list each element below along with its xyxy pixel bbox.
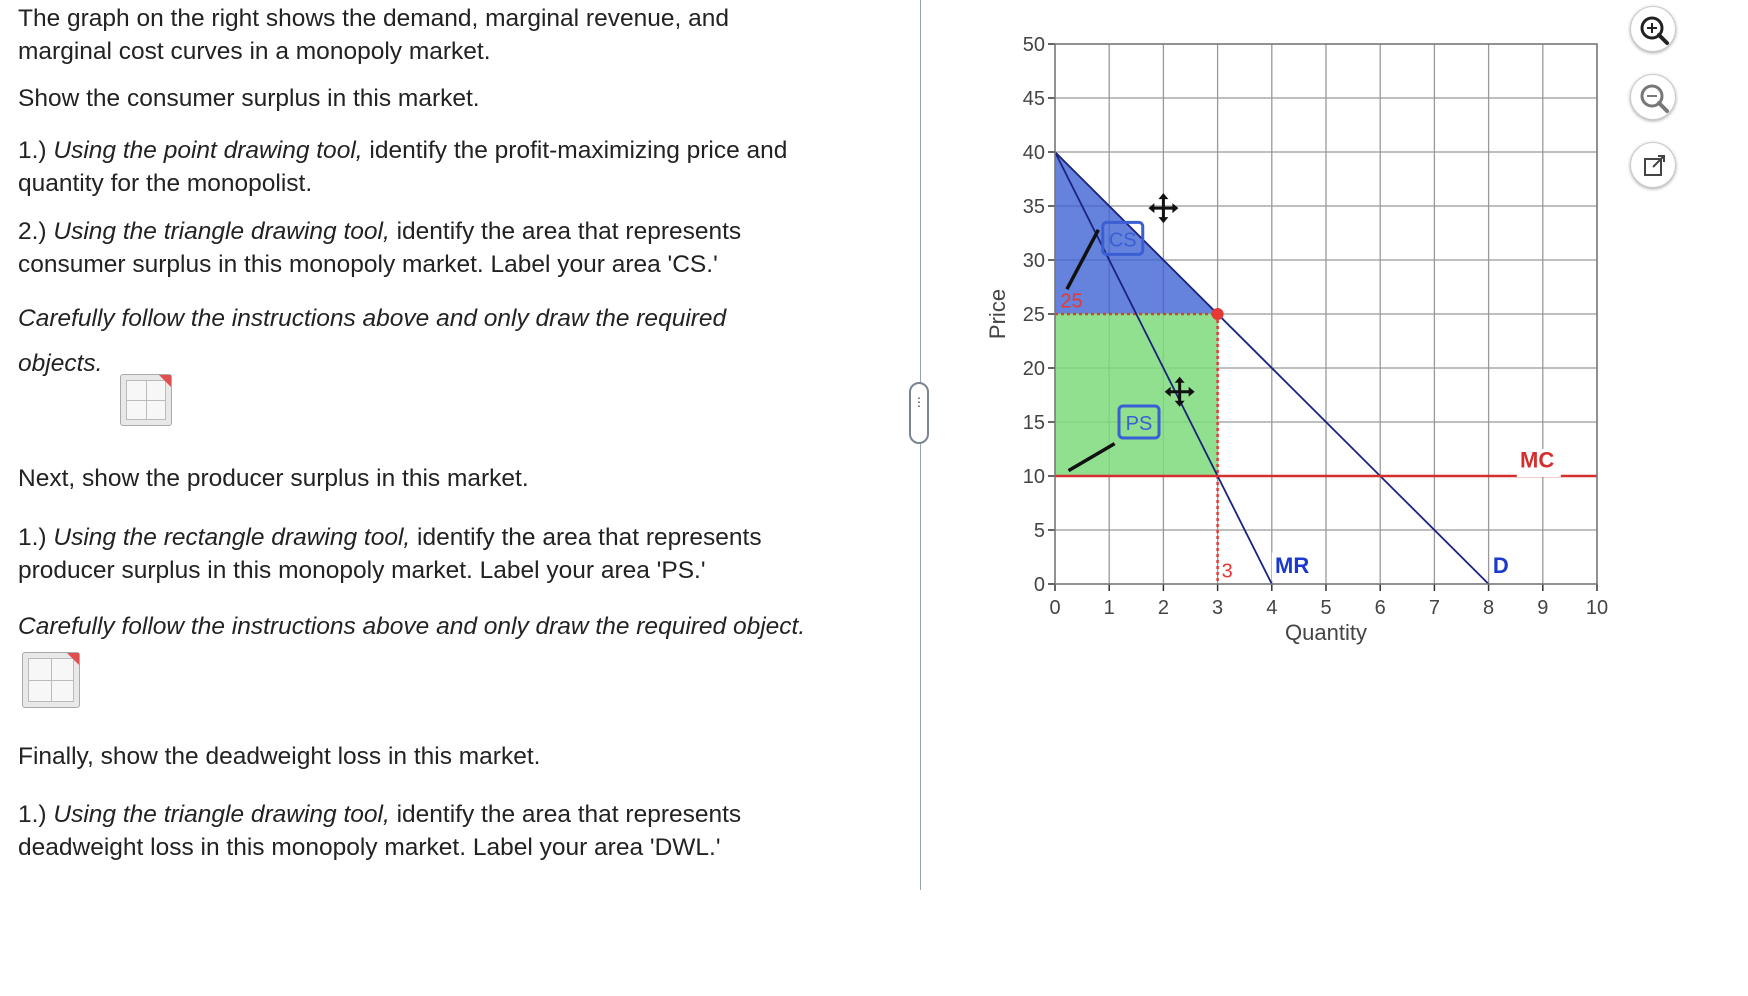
dwl-heading: Finally, show the deadweight loss in this market. [18,743,541,770]
cs-step-2-number: 2.) [18,218,54,245]
cs-step-1-tool: Using the point drawing tool, [53,137,363,164]
y-tick-label: 25 [1022,304,1045,326]
ps-step-1-text: identify the area that represents producer surplus in this monopoly market. Label your area 'PS.' [18,524,762,584]
popout-icon [1631,143,1677,189]
panel-divider[interactable] [920,0,921,890]
monopoly-graph[interactable] [975,0,1615,700]
ps-step-1-tool: Using the rectangle drawing tool, [53,524,411,551]
ps-step-1-number: 1.) [18,524,54,551]
dwl-step-1-text: identify the area that represents deadweight loss in this monopoly market. Label your area 'DWL.' [18,801,742,861]
x-tick-label: 9 [1537,597,1549,619]
drag-handle-icon: ⋮ [913,395,925,409]
popout-button[interactable] [1630,142,1676,188]
cs-heading: Show the consumer surplus in this market. [18,85,480,112]
profit-max-point [1212,308,1224,320]
rectangle-tool-icon[interactable] [22,652,80,708]
y-tick-label: 15 [1022,412,1045,434]
ps-rectangle [1055,314,1218,476]
x-tick-label: 10 [1585,597,1609,619]
x-tick-label: 7 [1428,597,1440,619]
drawn-shapes [1055,152,1218,584]
triangle-tool-icon[interactable] [120,374,172,426]
x-axis-label: Quantity [1285,620,1367,645]
cs-label: CS [1108,229,1137,252]
dwl-step-1 [18,798,838,864]
cs-step-1-number: 1.) [18,137,54,164]
y-tick-label: 10 [1022,466,1045,488]
y-tick-label: 0 [1033,574,1045,596]
mr-label: MR [1275,553,1310,579]
dwl-step-1-tool: Using the triangle drawing tool, [53,801,390,828]
intro-text: The graph on the right shows the demand, marginal revenue, and marginal cost curves in a monopoly market. [18,5,729,65]
ps-caution: Carefully follow the instructions above and only draw the required object. [18,613,806,640]
cs-step-2 [18,215,818,281]
x-tick-label: 8 [1483,597,1495,619]
x-tick-label: 0 [1049,597,1061,619]
mc-label: MC [1520,447,1555,473]
ps-heading: Next, show the producer surplus in this market. [18,465,529,492]
point-x-label: 3 [1221,560,1233,583]
y-tick-label: 5 [1033,520,1045,542]
y-tick-label: 30 [1022,250,1045,272]
ps-step-1 [18,521,838,587]
x-tick-label: 6 [1374,597,1386,619]
dwl-step-1-number: 1.) [18,801,54,828]
x-tick-label: 1 [1103,597,1115,619]
cs-step-2-tool: Using the triangle drawing tool, [53,218,390,245]
x-tick-label: 5 [1320,597,1332,619]
zoom-in-button[interactable] [1630,6,1676,52]
x-tick-label: 2 [1157,597,1169,619]
x-tick-label: 4 [1266,597,1278,619]
ps-label: PS [1125,413,1153,435]
y-tick-label: 50 [1022,34,1045,56]
cs-step-1-text: identify the profit-maximizing price and quantity for the monopolist. [18,137,788,197]
cs-step-1 [18,134,818,200]
cs-caution: Carefully follow the instructions above and only draw the required objects. [18,305,727,377]
zoom-out-icon [1631,75,1677,121]
d-label: D [1492,553,1509,579]
x-tick-label: 3 [1212,597,1224,619]
y-tick-label: 20 [1022,358,1045,380]
zoom-out-button[interactable] [1630,74,1676,120]
overlays [975,0,1561,583]
divider-handle[interactable] [909,382,929,444]
y-axis-label: Price [985,288,1010,340]
y-tick-label: 45 [1022,88,1045,110]
y-tick-label: 40 [1022,142,1045,164]
point-y-label: 25 [1060,290,1083,313]
y-tick-label: 35 [1022,196,1045,218]
cs-step-2-text: identify the area that represents consumer surplus in this monopoly market. Label your area 'CS.' [18,218,742,278]
zoom-in-icon [1631,7,1677,53]
